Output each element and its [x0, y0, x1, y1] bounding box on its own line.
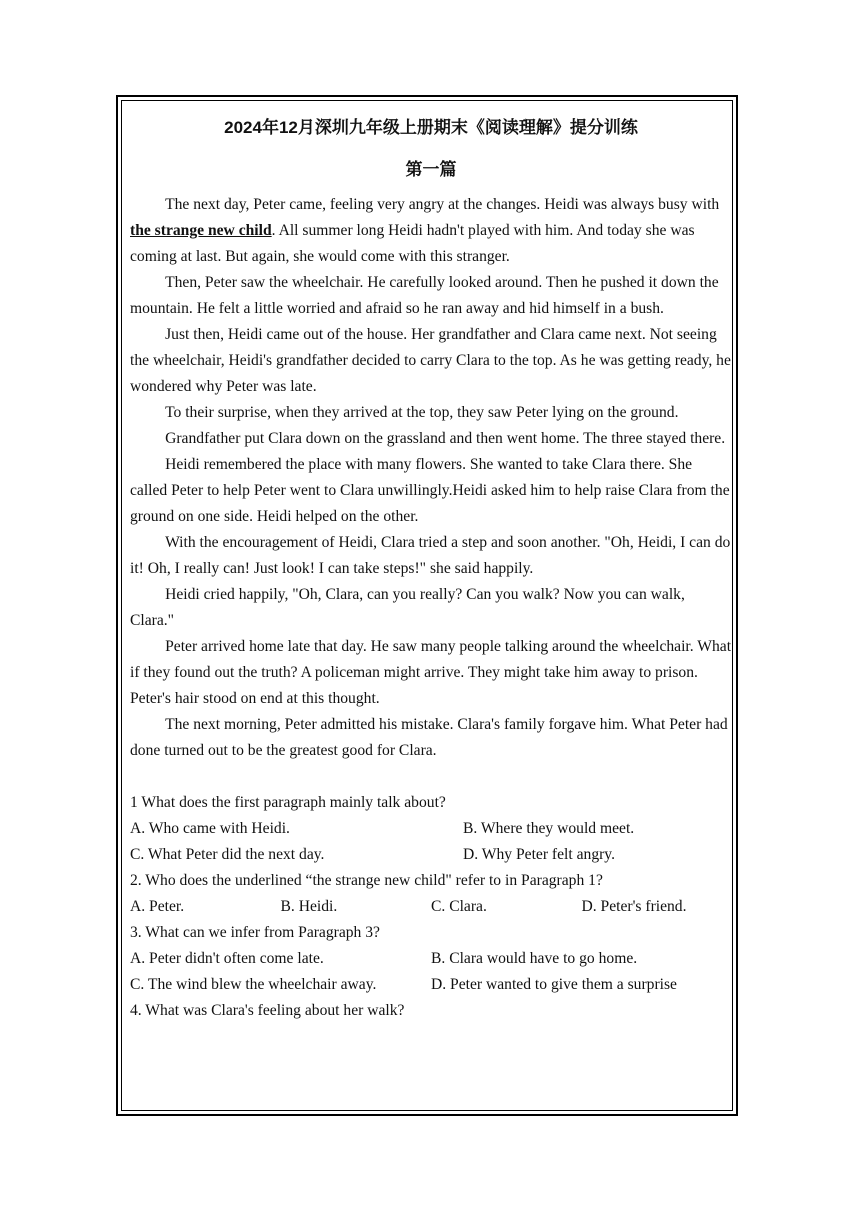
passage-paragraph-7: With the encouragement of Heidi, Clara tried a step and soon another. "Oh, Heidi, I can do it! Oh, I really can! Just look! I can take steps!" she said happily. — [130, 534, 731, 577]
question-3-option-a: A. Peter didn't often come late. — [130, 950, 324, 967]
question-2: 2. Who does the underlined “the strange new child" refer to in Paragraph 1? — [130, 872, 603, 889]
passage-paragraph-9: Peter arrived home late that day. He saw many people talking around the wheelchair. What if they found out the truth? A policeman might arrive. They might take him away to prison. Peter's hair stood on end at this thought. — [130, 638, 732, 707]
question-3-option-d: D. Peter wanted to give them a surprise — [431, 976, 677, 993]
passage-paragraph-5: Grandfather put Clara down on the grassland and then went home. The three stayed there. — [165, 430, 726, 447]
question-1-option-c: C. What Peter did the next day. — [130, 846, 325, 863]
question-1-option-b: B. Where they would meet. — [463, 820, 635, 837]
section-title: 第一篇 — [405, 160, 457, 179]
passage-paragraph-6: Heidi remembered the place with many flowers. She wanted to take Clara there. She called Peter to help Peter went to Clara unwillingly.Heidi asked him to help raise Clara from the ground on one side. Heidi helped on the other. — [130, 456, 730, 525]
passage-paragraph-4: To their surprise, when they arrived at the top, they saw Peter lying on the ground. — [165, 404, 679, 421]
question-3-option-b: B. Clara would have to go home. — [431, 950, 638, 967]
passage-paragraph-8: Heidi cried happily, "Oh, Clara, can you really? Can you walk? Now you can walk, Clara." — [130, 586, 685, 629]
question-2-option-a: A. Peter. — [130, 898, 185, 915]
question-1-option-d: D. Why Peter felt angry. — [463, 846, 615, 863]
underlined-phrase: the strange new child — [130, 222, 272, 239]
passage-paragraph-1: The next day, Peter came, feeling very angry at the changes. Heidi was always busy with the strange new child. All summer long Heidi hadn't played with him. And today she was coming at last. But again, she would come with this stranger. — [130, 196, 720, 265]
question-3-option-c: C. The wind blew the wheelchair away. — [130, 976, 377, 993]
question-3-options-row-2 — [130, 972, 732, 998]
question-1: 1 What does the first paragraph mainly talk about? — [130, 794, 446, 811]
document-content — [130, 112, 732, 1024]
question-4: 4. What was Clara's feeling about her walk? — [130, 1002, 405, 1019]
spacer — [130, 764, 732, 790]
question-2-option-d: D. Peter's friend. — [581, 898, 687, 915]
page-title: 2024年12月深圳九年级上册期末《阅读理解》提分训练 — [224, 118, 638, 137]
passage-paragraph-3: Just then, Heidi came out of the house. Her grandfather and Clara came next. Not seeing the wheelchair, Heidi's grandfather decided to carry Clara to the top. As he was getting ready, he wondered why Peter was late. — [130, 326, 731, 395]
question-2-option-c: C. Clara. — [431, 898, 487, 915]
question-1-options-row-1 — [130, 816, 732, 842]
question-2-options — [130, 894, 732, 920]
question-1-option-a: A. Who came with Heidi. — [130, 820, 290, 837]
question-1-options-row-2 — [130, 842, 732, 868]
passage-paragraph-10: The next morning, Peter admitted his mistake. Clara's family forgave him. What Peter had done turned out to be the greatest good for Clara. — [130, 716, 728, 759]
question-3-options-row-1 — [130, 946, 732, 972]
question-3: 3. What can we infer from Paragraph 3? — [130, 924, 380, 941]
question-2-option-b: B. Heidi. — [280, 898, 338, 915]
passage-paragraph-2: Then, Peter saw the wheelchair. He carefully looked around. Then he pushed it down the mountain. He felt a little worried and afraid so he ran away and hid himself in a bush. — [130, 274, 719, 317]
